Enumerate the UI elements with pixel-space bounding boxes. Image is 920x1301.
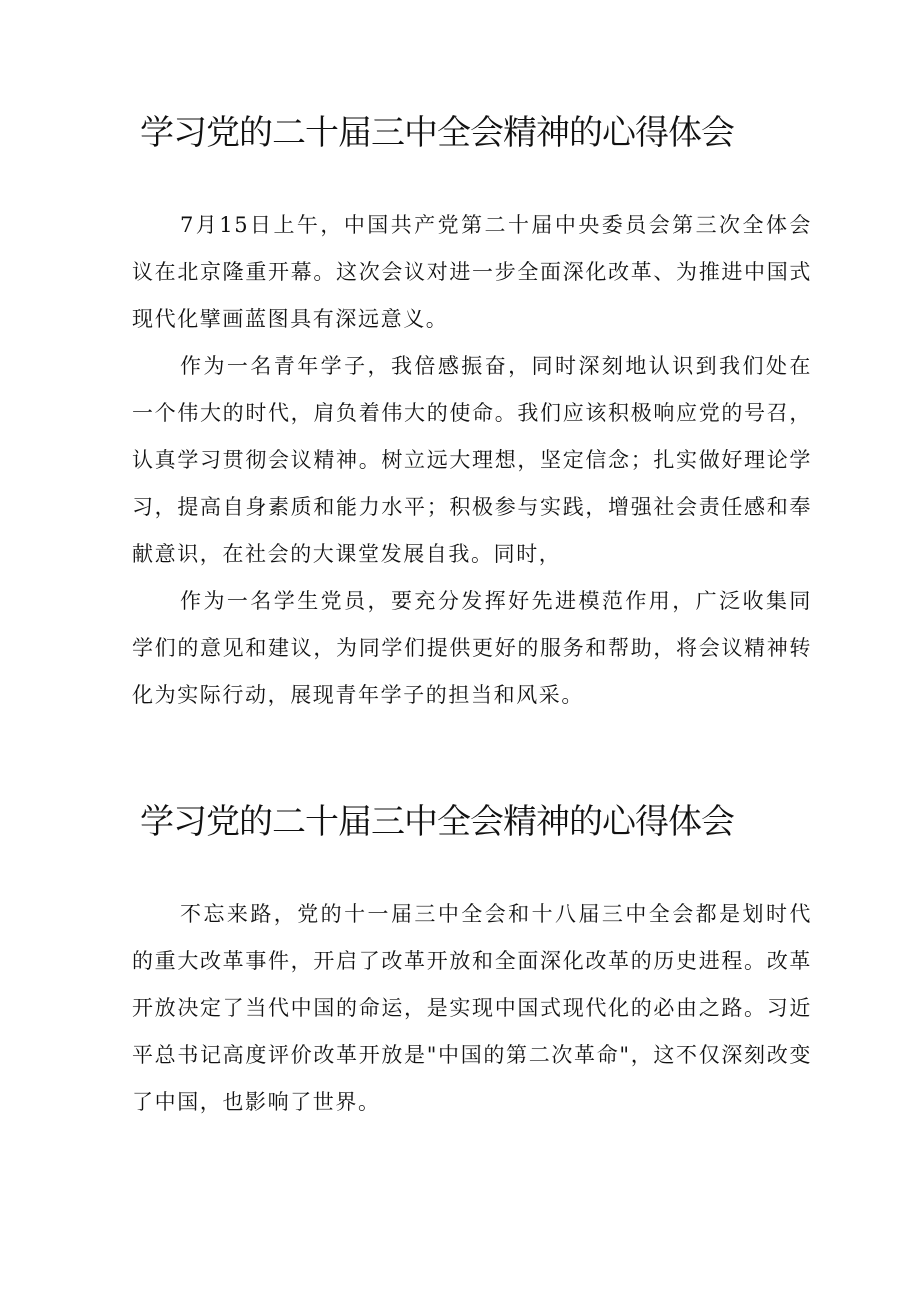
section-1-paragraph-1: 7月15日上午，中国共产党第二十届中央委员会第三次全体会议在北京隆重开幕。这次会议对进一步全面深化改革、为推进中国式现代化擘画蓝图具有深远意义。 <box>132 213 812 331</box>
section-2-body <box>132 891 812 1126</box>
section-2-paragraph-1: 不忘来路，党的十一届三中全会和十八届三中全会都是划时代的重大改革事件，开启了改革开放和全面深化改革的历史进程。改革开放决定了当代中国的命运，是实现中国式现代化的必由之路。习近平总书记高度评价改革开放是"中国的第二次革命"，这不仅深刻改变了中国，也影响了世界。 <box>132 902 812 1114</box>
section-1-title: 学习党的二十届三中全会精神的心得体会 <box>140 113 734 153</box>
section-2-title: 学习党的二十届三中全会精神的心得体会 <box>140 802 734 842</box>
section-1-paragraph-3: 作为一名学生党员，要充分发挥好先进模范作用，广泛收集同学们的意见和建议，为同学们提供更好的服务和帮助，将会议精神转化为实际行动，展现青年学子的担当和风采。 <box>132 589 812 707</box>
section-1-paragraph-2: 作为一名青年学子，我倍感振奋，同时深刻地认识到我们处在一个伟大的时代，肩负着伟大的使命。我们应该积极响应党的号召，认真学习贯彻会议精神。树立远大理想，坚定信念；扎实做好理论学习，提高自身素质和能力水平；积极参与实践，增强社会责任感和奉献意识，在社会的大课堂发展自我。同时， <box>132 354 812 566</box>
section-1-body <box>132 202 812 719</box>
